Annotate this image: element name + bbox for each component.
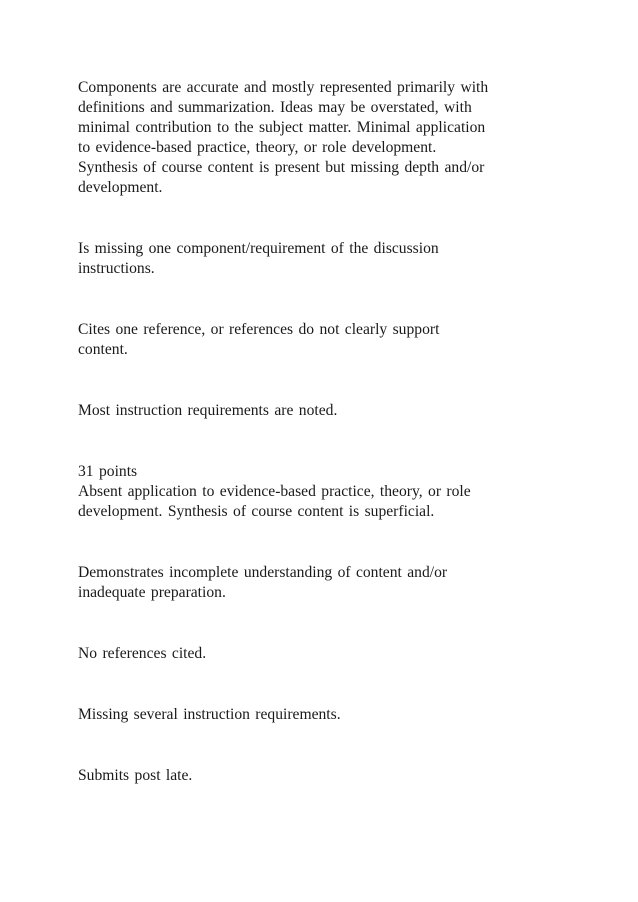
paragraph-line: Absent application to evidence-based practice, theory, or role <box>78 483 471 500</box>
paragraph-line: inadequate preparation. <box>78 584 226 601</box>
paragraph-line: Demonstrates incomplete understanding of content and/or <box>78 564 448 581</box>
paragraph-line: Is missing one component/requirement of the discussion <box>78 240 439 257</box>
paragraph-line: Submits post late. <box>78 767 193 784</box>
paragraph-line: to evidence-based practice, theory, or role development. <box>78 139 437 156</box>
paragraph-line: content. <box>78 341 128 358</box>
paragraph-line: Most instruction requirements are noted. <box>78 402 338 419</box>
paragraph-line: development. <box>78 179 163 196</box>
paragraph-line: development. Synthesis of course content is superficial. <box>78 503 435 520</box>
paragraph-line: Components are accurate and mostly represented primarily with <box>78 79 489 96</box>
paragraph-line: No references cited. <box>78 645 207 662</box>
points-label: 31 points <box>78 463 138 480</box>
paragraph-line: Cites one reference, or references do not clearly support <box>78 321 440 338</box>
paragraph-line: Missing several instruction requirements. <box>78 706 341 723</box>
paragraph-line: minimal contribution to the subject matter. Minimal application <box>78 119 486 136</box>
paragraph-line: Synthesis of course content is present but missing depth and/or <box>78 159 485 176</box>
paragraph-line: instructions. <box>78 260 155 277</box>
paragraph-line: definitions and summarization. Ideas may be overstated, with <box>78 99 472 116</box>
